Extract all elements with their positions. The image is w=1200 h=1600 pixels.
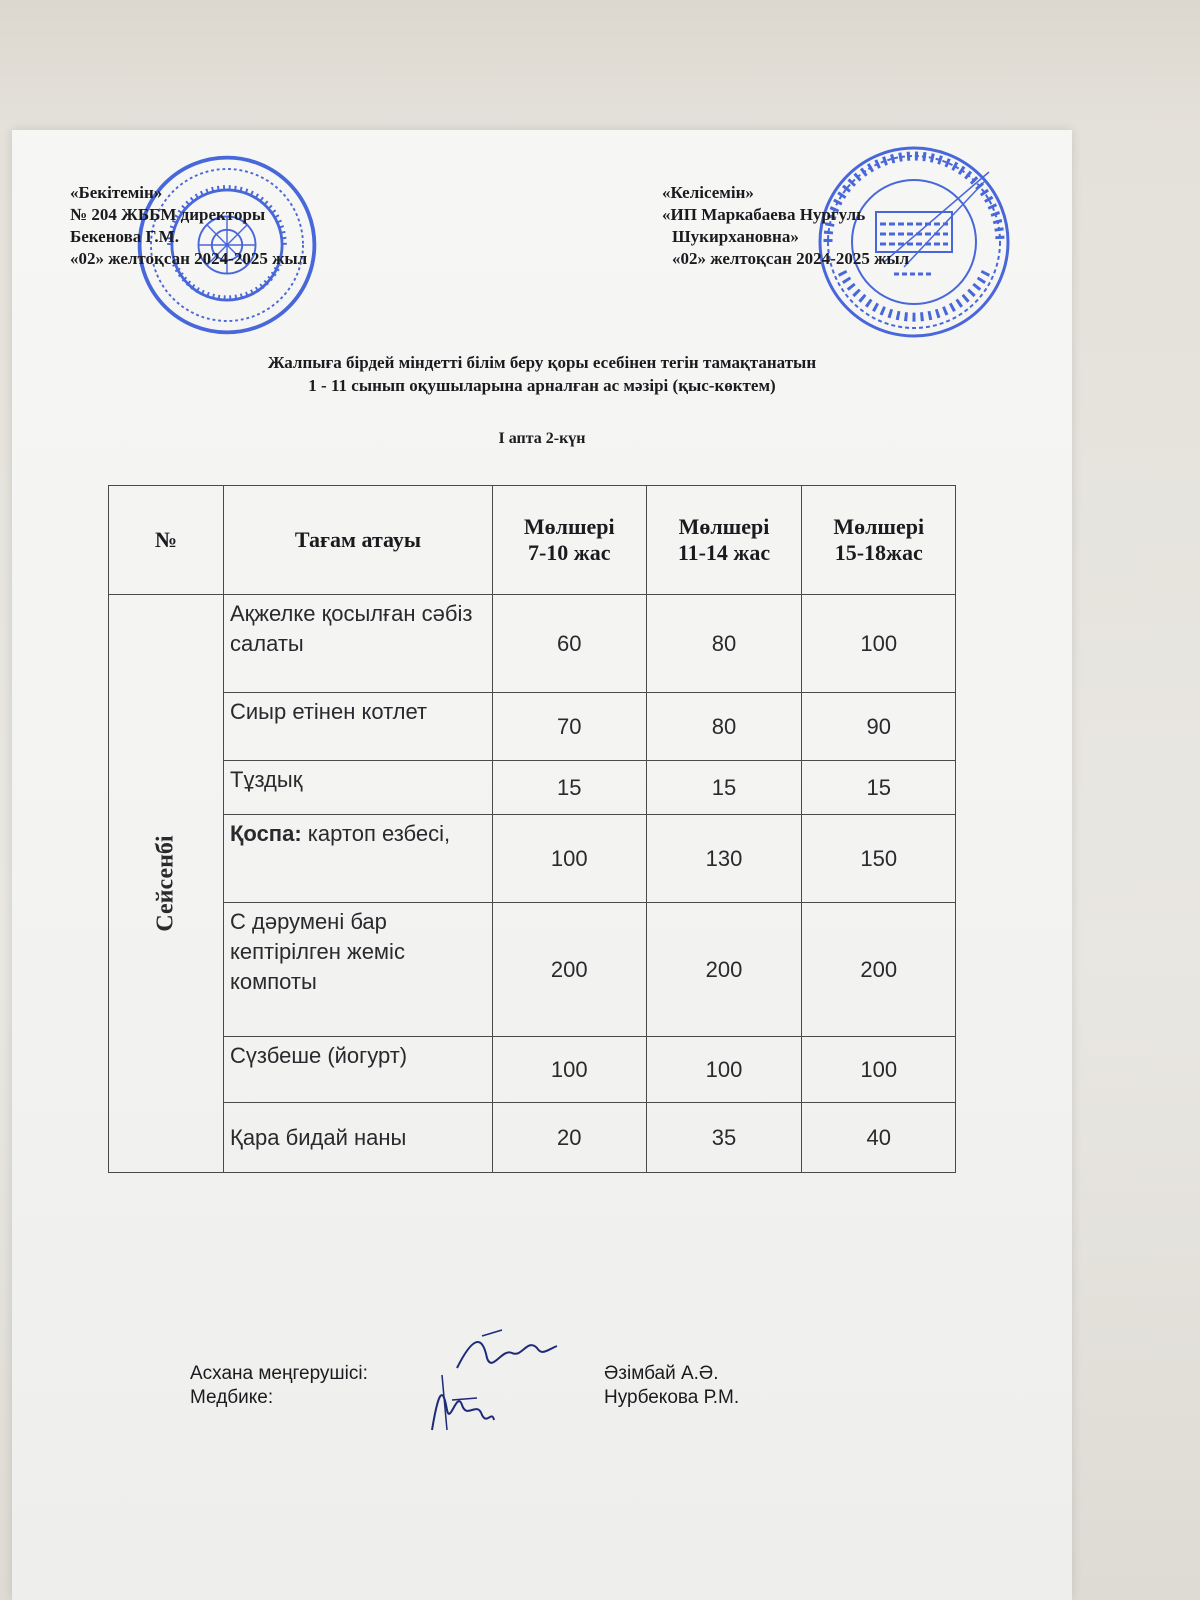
approval-line: «02» желтоқсан 2024-2025 жыл <box>70 249 308 268</box>
amount-cell: 60 <box>493 595 647 693</box>
signer-name: Әзімбай А.Ә. <box>604 1363 719 1384</box>
day-label: Сейсенбі <box>152 835 179 932</box>
amount-cell: 130 <box>646 815 802 903</box>
table-row <box>109 761 956 815</box>
dish-name: Тұздық <box>224 761 493 815</box>
amount-cell: 20 <box>493 1103 647 1173</box>
approval-line: «Бекітемін» <box>70 183 163 202</box>
signature-names <box>604 1362 739 1410</box>
agreement-block <box>662 182 909 270</box>
dish-name: Сиыр етінен котлет <box>224 693 493 761</box>
amount-cell: 80 <box>646 595 802 693</box>
amount-cell: 15 <box>802 761 956 815</box>
amount-cell: 70 <box>493 693 647 761</box>
dish-name: Қара бидай наны <box>224 1103 493 1173</box>
dish-name: С дәрумені бар кептірілген жеміс компоты <box>224 903 493 1037</box>
amount-cell: 200 <box>646 903 802 1037</box>
agreement-line: Шукирхановна» <box>672 227 799 246</box>
agreement-line: «02» желтоқсан 2024-2025 жыл <box>672 249 910 268</box>
header-number: № <box>109 486 224 595</box>
dish-name-text: картоп езбесі, <box>301 821 451 846</box>
amount-cell: 80 <box>646 693 802 761</box>
amount-cell: 100 <box>646 1037 802 1103</box>
amount-cell: 100 <box>802 595 956 693</box>
nurse-signature <box>422 1370 502 1440</box>
amount-cell: 40 <box>802 1103 956 1173</box>
role-label: Медбике: <box>190 1387 274 1408</box>
agreement-line: «Келісемін» <box>662 183 754 202</box>
header-amount-text: Мөлшері 11-14 жас <box>677 514 771 565</box>
role-label: Асхана меңгерушісі: <box>190 1363 368 1384</box>
dish-name: Сүзбеше (йогурт) <box>224 1037 493 1103</box>
signature-roles <box>190 1362 368 1410</box>
document-subtitle: 1 - 11 сынып оқушыларына арналған ас мәзірі (қыс-көктем) <box>308 376 776 395</box>
amount-cell: 15 <box>646 761 802 815</box>
approval-line: № 204 ЖББМ директоры <box>70 205 266 224</box>
header-amount-11-14 <box>646 486 802 595</box>
amount-cell: 35 <box>646 1103 802 1173</box>
document-page <box>12 130 1072 1600</box>
amount-cell: 100 <box>493 815 647 903</box>
header-amount-15-18 <box>802 486 956 595</box>
amount-cell: 200 <box>493 903 647 1037</box>
signer-name: Нурбекова Р.М. <box>604 1387 740 1408</box>
table-header-row <box>109 486 956 595</box>
table-row <box>109 595 956 693</box>
day-cell <box>109 595 224 1173</box>
amount-cell: 200 <box>802 903 956 1037</box>
header-dish-name: Тағам атауы <box>224 486 493 595</box>
dish-name-prefix: Қоспа: <box>230 821 302 846</box>
header-amount-text: Мөлшері 7-10 жас <box>523 514 615 565</box>
table-row <box>109 1037 956 1103</box>
amount-cell: 90 <box>802 693 956 761</box>
amount-cell: 150 <box>802 815 956 903</box>
header-amount-text: Мөлшері 15-18жас <box>833 514 925 565</box>
table-row <box>109 903 956 1037</box>
header-amount-7-10 <box>493 486 647 595</box>
table-row <box>109 1103 956 1173</box>
document-title: Жалпыға бірдей міндетті білім беру қоры есебінен тегін тамақтанатын <box>267 353 817 372</box>
amount-cell: 100 <box>493 1037 647 1103</box>
amount-cell: 100 <box>802 1037 956 1103</box>
dish-name <box>224 815 493 903</box>
approval-block <box>70 182 307 270</box>
dish-name: Ақжелке қосылған сәбіз салаты <box>224 595 493 693</box>
menu-table <box>108 485 956 1173</box>
table-row <box>109 815 956 903</box>
approval-line: Бекенова Г.М. <box>70 227 179 246</box>
agreement-line: «ИП Маркабаева Нургуль <box>662 205 866 224</box>
table-row <box>109 693 956 761</box>
amount-cell: 15 <box>493 761 647 815</box>
week-day-label: І апта 2-күн <box>498 430 586 447</box>
